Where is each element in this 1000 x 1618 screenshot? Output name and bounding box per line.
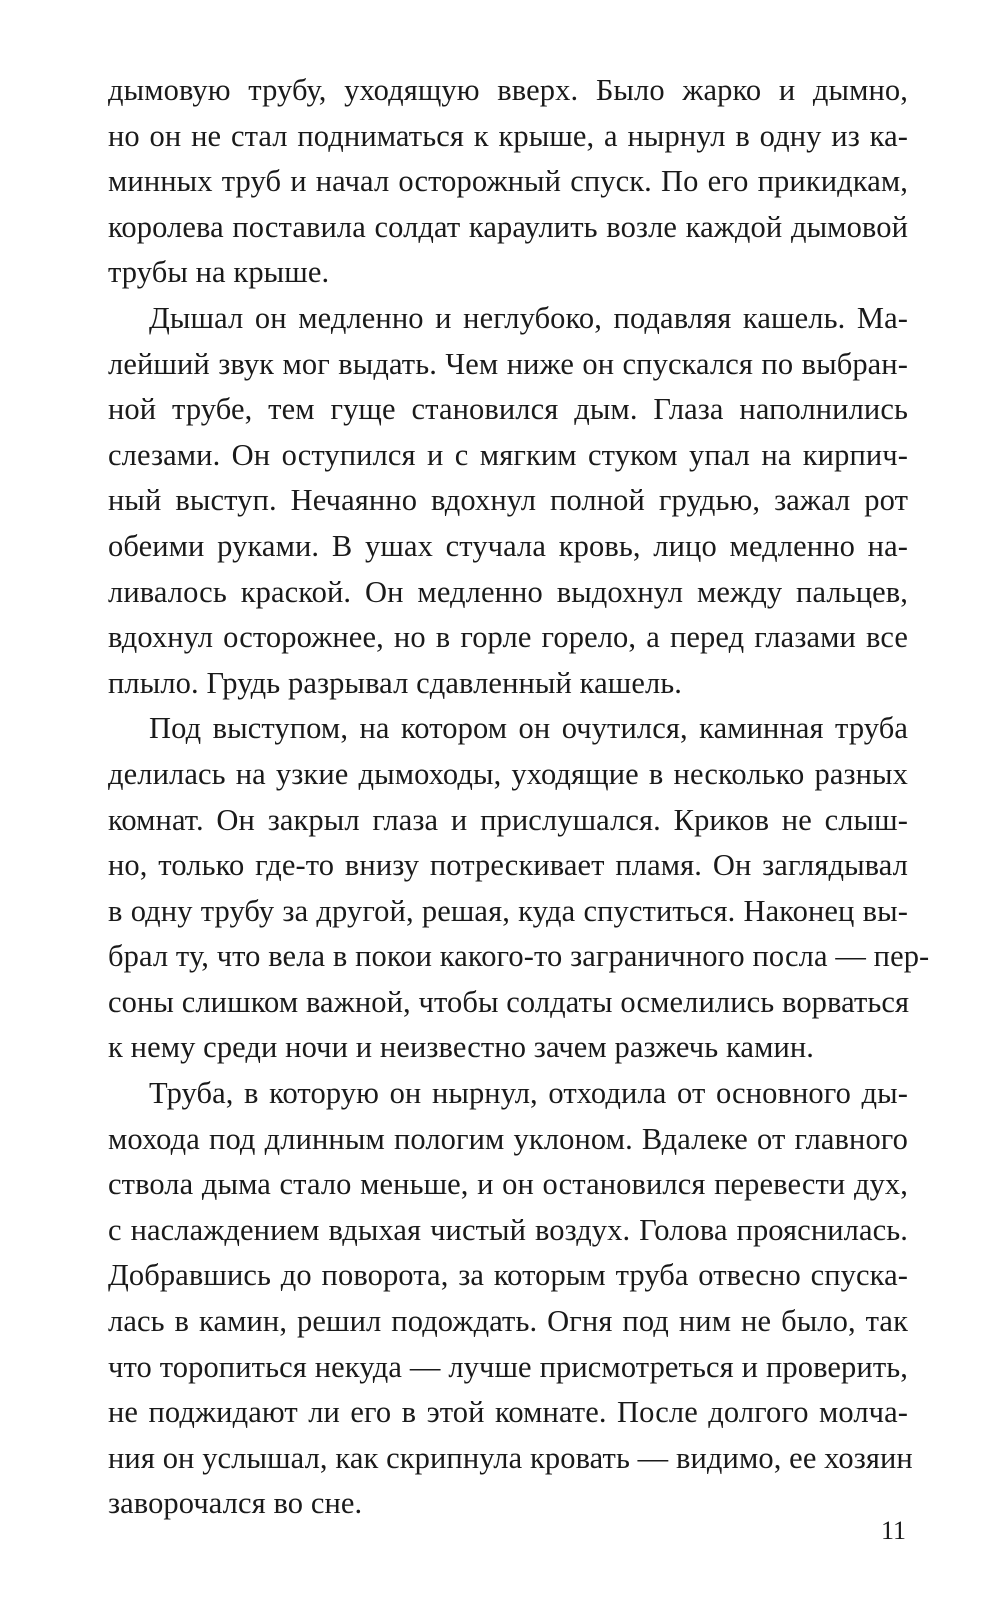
text-line: ливалось краской. Он медленно выдохнул между пальцев,	[108, 574, 908, 609]
body-text	[108, 68, 930, 1527]
text-line: не поджидают ли его в этой комнате. После долгого молча-	[108, 1395, 908, 1430]
paragraph-4	[108, 1071, 913, 1527]
text-line: но он не стал подниматься к крыше, а нырнул в одну из ка-	[108, 118, 908, 153]
text-line: плыло. Грудь разрывал сдавленный кашель.	[108, 665, 683, 700]
text-line: лась в камин, решил подождать. Огня под ним не было, так	[108, 1304, 908, 1339]
text-line: делилась на узкие дымоходы, уходящие в несколько разных	[108, 756, 908, 791]
text-line: Труба, в которую он нырнул, отходила от основного ды-	[149, 1076, 908, 1111]
page-number: 11	[880, 1516, 906, 1545]
text-line: к нему среди ночи и неизвестно зачем разжечь камин.	[108, 1030, 815, 1065]
text-line: ствола дыма стало меньше, и он остановился перевести дух,	[108, 1167, 908, 1202]
text-line: королева поставила солдат караулить возле каждой дымовой	[108, 209, 908, 244]
text-line: с наслаждением вдыхая чистый воздух. Голова прояснилась.	[108, 1212, 908, 1247]
text-line: что торопиться некуда — лучше присмотреться и проверить,	[108, 1349, 908, 1384]
text-line: заворочался во сне.	[108, 1486, 363, 1521]
text-line: лейший звук мог выдать. Чем ниже он спускался по выбран-	[108, 346, 908, 381]
text-line: минных труб и начал осторожный спуск. По его прикидкам,	[108, 164, 908, 199]
paragraph-3	[108, 706, 930, 1071]
text-line: ный выступ. Нечаянно вдохнул полной грудью, зажал рот	[108, 483, 908, 518]
text-line: трубы на крыше.	[108, 255, 330, 290]
text-line: слезами. Он оступился и с мягким стуком упал на кирпич-	[108, 437, 908, 472]
text-line: но, только где-то внизу потрескивает пламя. Он заглядывал	[108, 848, 908, 883]
text-line: соны слишком важной, чтобы солдаты осмелились ворваться	[108, 984, 910, 1019]
text-line: дымовую трубу, уходящую вверх. Было жарко и дымно,	[108, 73, 908, 107]
text-line: в одну трубу за другой, решая, куда спуститься. Наконец вы-	[108, 893, 908, 928]
text-line: брал ту, что вела в покои какого-то заграничного посла — пер-	[108, 939, 930, 974]
paragraph-1	[108, 68, 908, 296]
text-line: Дышал он медленно и неглубоко, подавляя кашель. Ма-	[149, 300, 908, 335]
text-line: ной трубе, тем гуще становился дым. Глаза наполнились	[108, 392, 908, 427]
text-line: ния он услышал, как скрипнула кровать — видимо, ее хозяин	[108, 1440, 913, 1475]
paragraph-2	[108, 296, 908, 706]
text-line: обеими руками. В ушах стучала кровь, лицо медленно на-	[108, 528, 908, 563]
text-line: Под выступом, на котором он очутился, каминная труба	[149, 711, 908, 746]
text-line: комнат. Он закрыл глаза и прислушался. Криков не слыш-	[108, 802, 908, 837]
text-line: вдохнул осторожнее, но в горле горело, а перед глазами все	[108, 620, 908, 655]
text-line: Добравшись до поворота, за которым труба отвесно спуска-	[108, 1258, 908, 1293]
text-line: мохода под длинным пологим уклоном. Вдалеке от главного	[108, 1121, 908, 1156]
